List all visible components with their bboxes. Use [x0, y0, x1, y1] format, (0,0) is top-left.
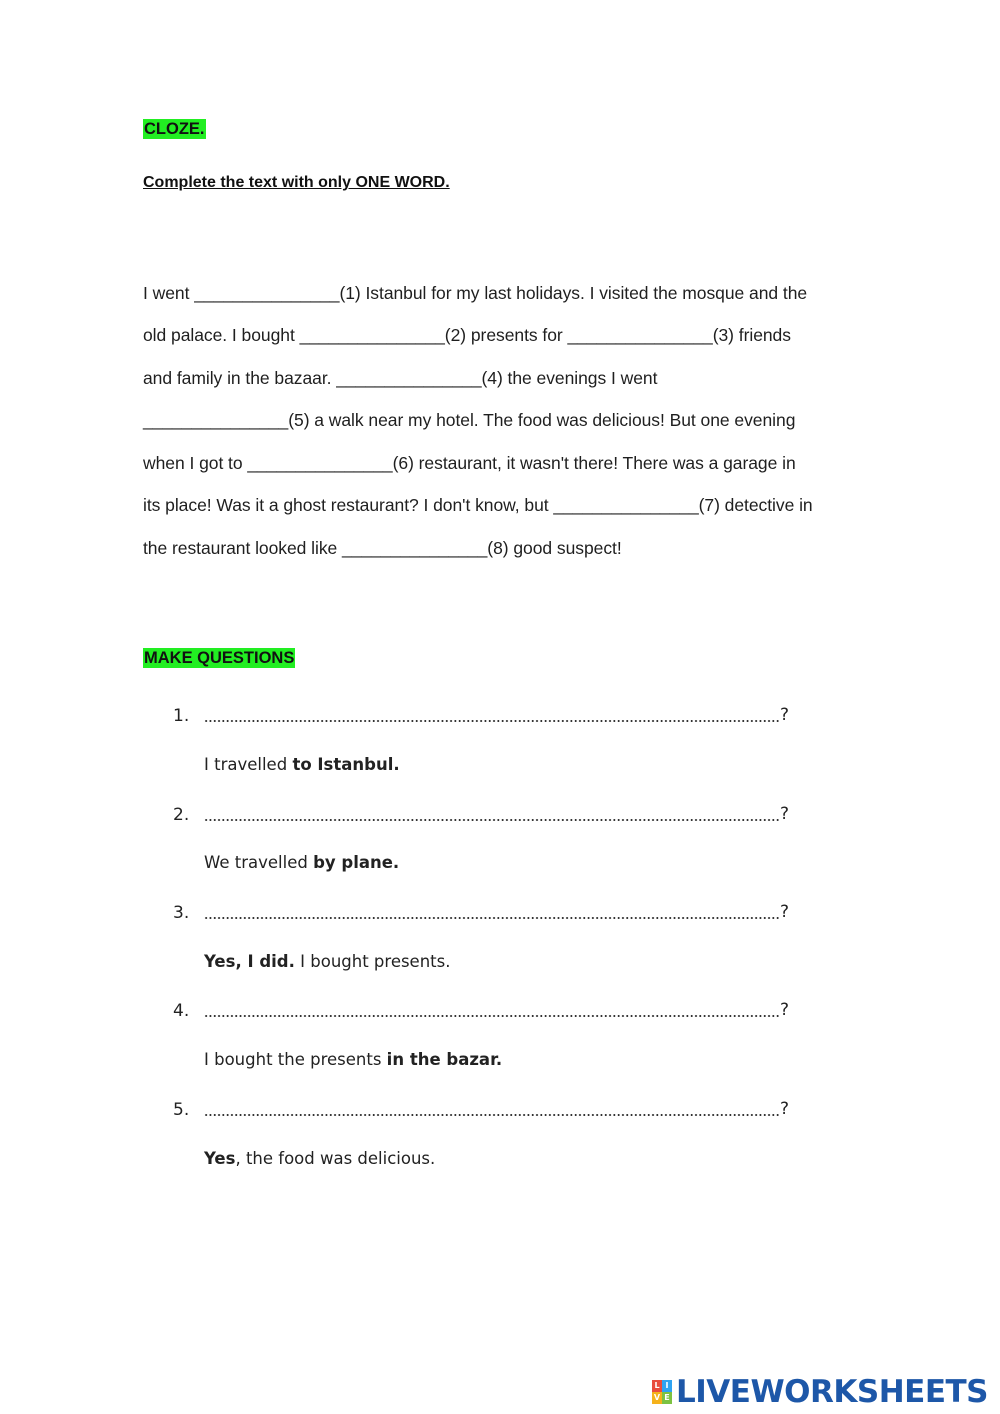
- question-answer-line[interactable]: [204, 1100, 789, 1120]
- question-answer-line[interactable]: [204, 706, 789, 726]
- question-answer-line[interactable]: [204, 903, 789, 923]
- question-mark: ?: [779, 902, 789, 922]
- liveworksheets-logo: [652, 1374, 988, 1410]
- cloze-line: I went _______________(1) Istanbul for my last holidays. I visited the mosque and the: [143, 283, 808, 303]
- question-mark: ?: [779, 804, 789, 824]
- cloze-heading: CLOZE.: [144, 120, 205, 138]
- logo-text: LIVEWORKSHEETS: [676, 1374, 988, 1410]
- question-number: 3.: [173, 903, 190, 923]
- cloze-line: and family in the bazaar. _______________(4) the evenings I went: [143, 368, 658, 388]
- question-number: 4.: [173, 1001, 190, 1021]
- question-answer-text: I travelled to Istanbul.: [204, 755, 400, 774]
- question-number: 2.: [173, 805, 190, 825]
- question-mark: ?: [779, 1099, 789, 1119]
- cloze-line: the restaurant looked like _______________(8) good suspect!: [143, 538, 622, 558]
- question-number: 1.: [173, 706, 190, 726]
- cloze-line: _______________(5) a walk near my hotel. The food was delicious! But one evening: [143, 410, 796, 430]
- cloze-instruction: Complete the text with only ONE WORD.: [143, 174, 450, 191]
- question-answer-line[interactable]: [204, 805, 789, 825]
- question-mark: ?: [779, 1000, 789, 1020]
- question-answer-text: We travelled by plane.: [204, 853, 400, 872]
- question-number: 5.: [173, 1100, 190, 1120]
- questions-heading: MAKE QUESTIONS: [144, 649, 295, 667]
- cloze-line: when I got to _______________(6) restaurant, it wasn't there! There was a garage in: [143, 453, 796, 473]
- question-answer-text: Yes, I did. I bought presents.: [204, 952, 451, 971]
- question-answer-text: I bought the presents in the bazar.: [204, 1050, 503, 1069]
- question-mark: ?: [779, 705, 789, 725]
- cloze-line: its place! Was it a ghost restaurant? I don't know, but _______________(7) detective in: [143, 495, 813, 515]
- cloze-line: old palace. I bought _______________(2) presents for _______________(3) friends: [143, 325, 791, 345]
- question-answer-text: Yes, the food was delicious.: [204, 1149, 436, 1168]
- question-answer-line[interactable]: [204, 1001, 789, 1021]
- liveworksheets-logo-icon: L I V E: [652, 1380, 672, 1404]
